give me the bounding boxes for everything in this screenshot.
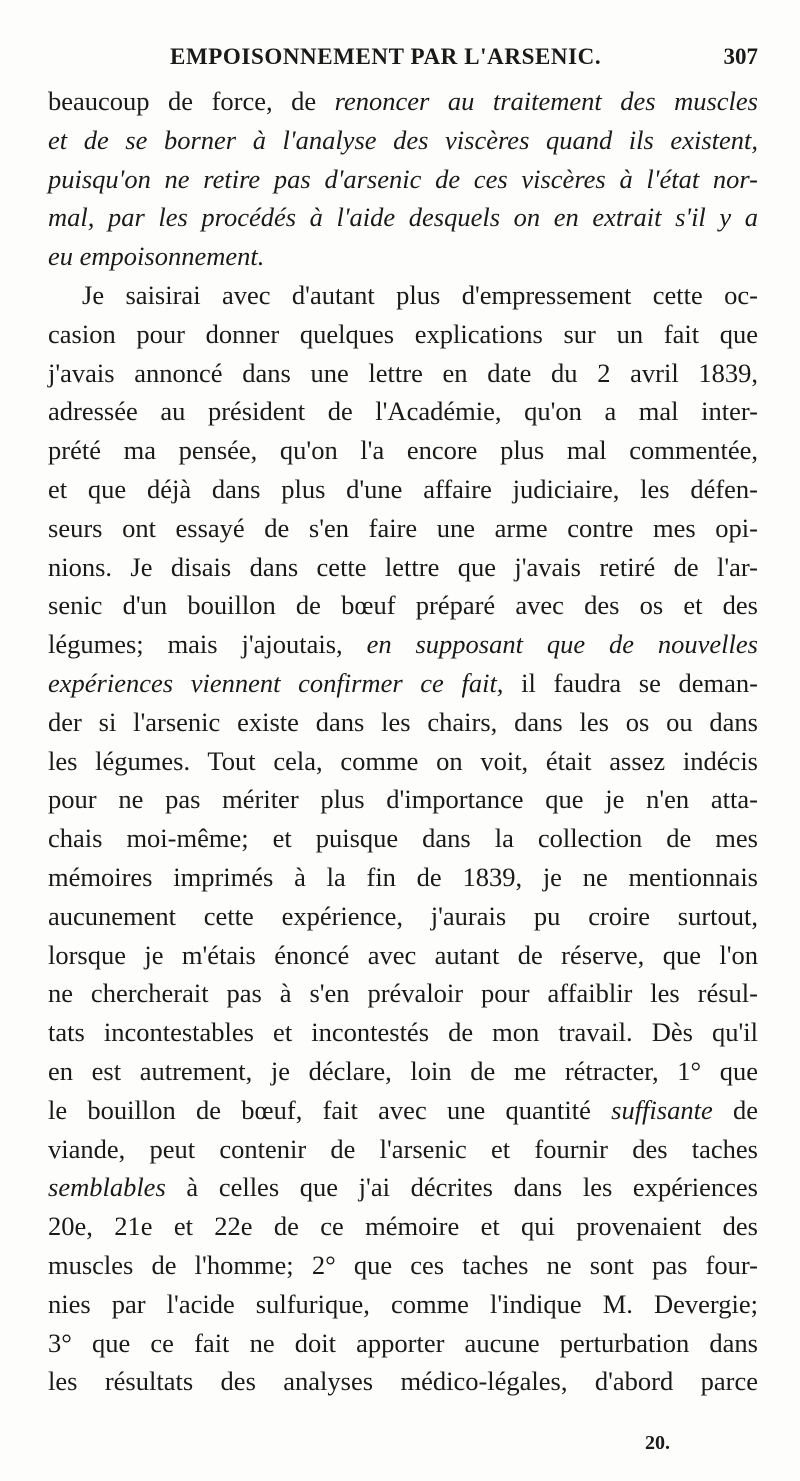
text-line [48,470,758,509]
line-text: ne chercherait pas à s'en prévaloir pour affaiblir les résul- [48,978,758,1009]
line-text: adressée au président de l'Académie, qu'on a mal inter- [48,396,758,427]
text-line [48,897,758,936]
line-text: j'avais annoncé dans une lettre en date du 2 avril 1839, [48,357,758,388]
line-italic: expériences viennent confirmer ce fait, [48,667,504,698]
text-line [48,586,758,625]
text-line [48,858,758,897]
text-line [48,1130,758,1169]
line-italic: suffisante [611,1094,713,1125]
text-line [48,431,758,470]
line-text: nies par l'acide sulfurique, comme l'indique M. Devergie; [48,1288,758,1319]
line-italic: en supposant que de nouvelles [366,629,758,660]
line-after: de [712,1094,758,1125]
line-text: tats incontestables et incontestés de mon travail. Dès qu'il [48,1017,758,1048]
text-line [48,1246,758,1285]
line-text: 3° que ce fait ne doit apporter aucune perturbation dans [48,1327,758,1358]
line-text: 20e, 21e et 22e de ce mémoire et qui provenaient des [48,1211,758,1242]
line-text: Je saisirai avec d'autant plus d'empressement cette oc- [82,279,758,310]
text-line [48,703,758,742]
text-line [48,1052,758,1091]
text-line [48,974,758,1013]
text-line [48,509,758,548]
text-line [48,82,758,121]
line-text: mémoires imprimés à la fin de 1839, je ne mentionnais [48,861,758,892]
running-head [48,44,758,80]
text-line [48,664,758,703]
line-after: il faudra se deman- [503,667,758,698]
text-line [48,1207,758,1246]
line-text: en est autrement, je déclare, loin de me rétracter, 1° que [48,1055,758,1086]
text-line [48,276,758,315]
text-line [48,1168,758,1207]
text-line [48,780,758,819]
line-text: les résultats des analyses médico-légales, d'abord parce [48,1366,758,1397]
line-text: lorsque je m'étais énoncé avec autant de réserve, que l'on [48,939,758,970]
line-text: viande, peut contenir de l'arsenic et fournir des taches [48,1133,758,1164]
text-line [48,1091,758,1130]
line-text: les légumes. Tout cela, comme on voit, était assez indécis [48,745,758,776]
line-text: chais moi-même; et puisque dans la collection de mes [48,823,758,854]
text-line [48,160,758,199]
line-text: prété ma pensée, qu'on l'a encore plus mal commentée, [48,435,758,466]
line-italic: et de se borner à l'analyse des viscères quand ils existent, [48,124,758,155]
text-line [48,315,758,354]
text-line [48,936,758,975]
line-text: aucunement cette expérience, j'aurais pu croire surtout, [48,900,758,931]
line-italic: mal, par les procédés à l'aide desquels on en extrait s'il y a [48,202,758,233]
page-number: 307 [723,44,758,69]
text-line [48,198,758,237]
text-line [48,392,758,431]
text-line [48,237,758,276]
line-text: senic d'un bouillon de bœuf préparé avec des os et des [48,590,758,621]
text-line [48,1013,758,1052]
line-italic: semblables [48,1172,166,1203]
text-line [48,121,758,160]
text-line [48,742,758,781]
line-text: et que déjà dans plus d'une affaire judiciaire, les défen- [48,473,758,504]
line-text: nions. Je disais dans cette lettre que j'avais retiré de l'ar- [48,551,758,582]
body-text [48,82,758,1401]
line-after: à celles que j'ai décrites dans les expériences [165,1172,758,1203]
text-line [48,819,758,858]
running-title: EMPOISONNEMENT PAR L'ARSENIC. [170,44,602,69]
line-text: muscles de l'homme; 2° que ces taches ne sont pas four- [48,1249,758,1280]
text-line [48,548,758,587]
signature-mark: 20. [645,1432,670,1454]
line-italic: eu empoisonnement. [48,241,265,272]
line-text: le bouillon de bœuf, fait avec une quantité [48,1094,612,1125]
line-italic: renoncer au traitement des muscles [334,86,758,116]
line-text: der si l'arsenic existe dans les chairs, dans les os ou dans [48,706,758,737]
text-line [48,354,758,393]
line-text: pour ne pas mériter plus d'importance que je n'en atta- [48,784,758,815]
text-line [48,625,758,664]
line-text: casion pour donner quelques explications sur un fait que [48,318,758,349]
line-italic: puisqu'on ne retire pas d'arsenic de ces viscères à l'état nor- [48,163,758,194]
text-line [48,1362,758,1401]
text-line [48,1324,758,1363]
text-line [48,1285,758,1324]
line-text: légumes; mais j'ajoutais, [48,629,367,660]
line-text: beaucoup de force, de [48,86,335,116]
line-text: seurs ont essayé de s'en faire une arme contre mes opi- [48,512,758,543]
